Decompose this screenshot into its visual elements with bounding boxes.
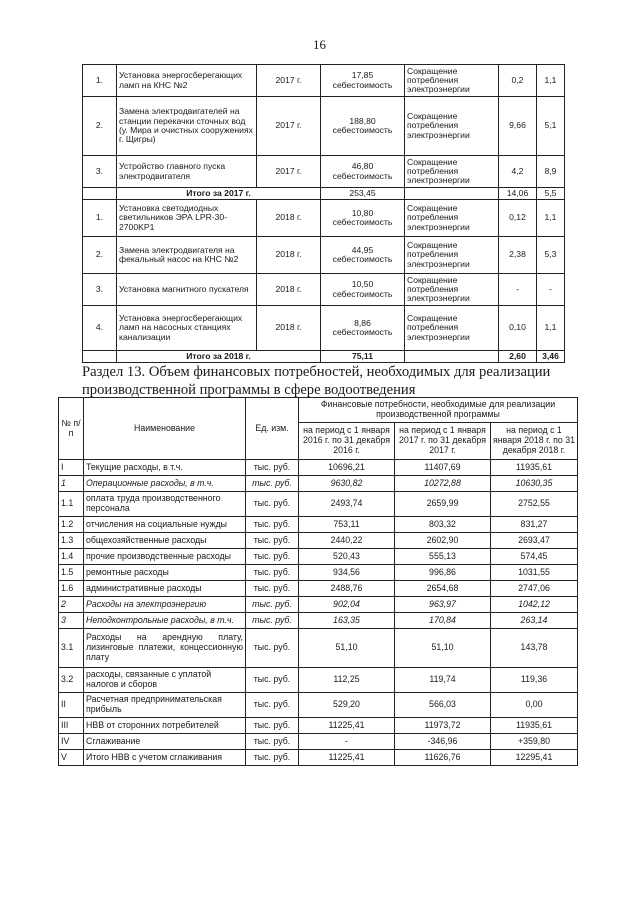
row-num: 1 <box>59 476 84 492</box>
page-number: 16 <box>313 37 326 52</box>
total-row <box>83 188 565 200</box>
row-num: 3.2 <box>59 668 84 693</box>
measure-num: 3. <box>83 274 117 306</box>
fin-row <box>59 734 578 750</box>
measure-year: 2018 г. <box>257 274 321 306</box>
measure-value-1: 4,2 <box>499 156 537 188</box>
row-unit: тыс. руб. <box>246 668 299 693</box>
measure-value-2: 5,1 <box>537 97 565 156</box>
measure-value-2: - <box>537 274 565 306</box>
value-2016: 2440,22 <box>299 533 395 549</box>
value-2017: 11626,76 <box>395 750 491 766</box>
measure-year: 2018 г. <box>257 306 321 351</box>
total-value-1: 2,60 <box>499 351 537 363</box>
row-name: административные расходы <box>84 581 246 597</box>
value-2018: 11935,61 <box>491 718 578 734</box>
cost-value: 17,85 <box>351 70 374 81</box>
measure-value-2: 8,9 <box>537 156 565 188</box>
value-2017: 2659,99 <box>395 492 491 517</box>
cost-note: себестоимость <box>332 125 393 135</box>
header-period-2018: на период с 1 января 2018 г. по 31 декабря 2018 г. <box>491 423 578 460</box>
header-name: Наименование <box>84 398 246 460</box>
measure-year: 2018 г. <box>257 200 321 237</box>
row-unit: тыс. руб. <box>246 581 299 597</box>
value-2016: 902,04 <box>299 597 395 613</box>
value-2018: 12295,41 <box>491 750 578 766</box>
value-2016: - <box>299 734 395 750</box>
cost-value: 10,80 <box>351 207 374 218</box>
fin-row <box>59 476 578 492</box>
value-2016: 520,43 <box>299 549 395 565</box>
value-2017: 51,10 <box>395 629 491 668</box>
row-name: Расчетная предпринимательская прибыль <box>84 693 246 718</box>
measures-table <box>82 64 565 363</box>
row-name: Неподконтрольные расходы, в т.ч. <box>84 613 246 629</box>
row-num: III <box>59 718 84 734</box>
measure-row <box>83 237 565 274</box>
measure-value-2: 1,1 <box>537 200 565 237</box>
row-unit: тыс. руб. <box>246 718 299 734</box>
num-cell <box>83 351 117 363</box>
fin-row <box>59 693 578 718</box>
value-2016: 51,10 <box>299 629 395 668</box>
value-2016: 934,56 <box>299 565 395 581</box>
value-2016: 112,25 <box>299 668 395 693</box>
value-2017: 996,86 <box>395 565 491 581</box>
value-2018: 1042,12 <box>491 597 578 613</box>
row-name: ремонтные расходы <box>84 565 246 581</box>
measure-year: 2017 г. <box>257 97 321 156</box>
value-2018: 2752,55 <box>491 492 578 517</box>
measure-name: Установка энергосберегающих ламп на КНС №2 <box>117 65 257 97</box>
fin-row <box>59 533 578 549</box>
row-name: Итого НВВ с учетом сглаживания <box>84 750 246 766</box>
value-2016: 11225,41 <box>299 750 395 766</box>
value-2017: 119,74 <box>395 668 491 693</box>
measure-value-1: 0,12 <box>499 200 537 237</box>
header-period-2017: на период с 1 января 2017 г. по 31 декабря 2017 г. <box>395 423 491 460</box>
measure-row <box>83 306 565 351</box>
fin-row <box>59 629 578 668</box>
measure-name: Устройство главного пуска электродвигателя <box>117 156 257 188</box>
value-2016: 10696,21 <box>299 460 395 476</box>
cost-note: себестоимость <box>332 79 393 90</box>
total-label: Итого за 2017 г. <box>117 188 321 200</box>
value-2018: 119,36 <box>491 668 578 693</box>
value-2017: 566,03 <box>395 693 491 718</box>
value-2017: 555,13 <box>395 549 491 565</box>
measure-effect: Сокращение потребления электроэнергии <box>405 97 499 156</box>
row-unit: тыс. руб. <box>246 533 299 549</box>
row-name: прочие производственные расходы <box>84 549 246 565</box>
measure-row <box>83 156 565 188</box>
measure-year: 2017 г. <box>257 65 321 97</box>
row-name: Расходы на электроэнергию <box>84 597 246 613</box>
header-period-2016: на период с 1 января 2016 г. по 31 декабря 2016 г. <box>299 423 395 460</box>
row-num: IV <box>59 734 84 750</box>
value-2018: 574,45 <box>491 549 578 565</box>
total-label: Итого за 2018 г. <box>117 351 321 363</box>
value-2018: 10630,35 <box>491 476 578 492</box>
value-2017: 11973,72 <box>395 718 491 734</box>
measure-name: Замена электродвигателя на фекальный насос на КНС №2 <box>117 237 257 274</box>
fin-row <box>59 597 578 613</box>
value-2018: 2693,47 <box>491 533 578 549</box>
value-2018: 0,00 <box>491 693 578 718</box>
measure-value-2: 1,1 <box>537 65 565 97</box>
value-2016: 2488,76 <box>299 581 395 597</box>
header-row <box>59 398 578 423</box>
fin-row <box>59 565 578 581</box>
value-2017: 2654,68 <box>395 581 491 597</box>
total-value-1: 14,06 <box>499 188 537 200</box>
value-2018: 263,14 <box>491 613 578 629</box>
row-unit: тыс. руб. <box>246 597 299 613</box>
measure-effect: Сокращение потребления электроэнергии <box>405 65 499 97</box>
measure-effect: Сокращение потребления электроэнергии <box>405 237 499 274</box>
fin-row <box>59 581 578 597</box>
measure-cost <box>321 274 405 306</box>
header-group: Финансовые потребности, необходимые для реализации производственной программы <box>299 398 578 423</box>
fin-row <box>59 668 578 693</box>
cost-value: 44,95 <box>351 244 374 255</box>
measure-num: 4. <box>83 306 117 351</box>
financial-needs-table <box>58 397 578 766</box>
value-2017: -346,96 <box>395 734 491 750</box>
header-unit: Ед. изм. <box>246 398 299 460</box>
value-2018: 831,27 <box>491 517 578 533</box>
row-num: 1.1 <box>59 492 84 517</box>
value-2017: 803,32 <box>395 517 491 533</box>
measure-name: Установка магнитного пускателя <box>117 274 257 306</box>
cost-value: 10,50 <box>351 279 374 290</box>
row-unit: тыс. руб. <box>246 734 299 750</box>
value-2018: 1031,55 <box>491 565 578 581</box>
value-2016: 163,35 <box>299 613 395 629</box>
measure-cost <box>321 237 405 274</box>
measure-cost <box>321 306 405 351</box>
fin-row <box>59 492 578 517</box>
row-unit: тыс. руб. <box>246 750 299 766</box>
measure-row <box>83 65 565 97</box>
row-num: 1.4 <box>59 549 84 565</box>
row-unit: тыс. руб. <box>246 460 299 476</box>
value-2017: 2602,90 <box>395 533 491 549</box>
row-name: Сглаживание <box>84 734 246 750</box>
total-value-2: 5,5 <box>537 188 565 200</box>
cost-note: себестоимость <box>332 288 393 299</box>
measure-cost <box>321 97 405 156</box>
row-name: Расходы на арендную плату, лизинговые платежи, концессионную плату <box>84 629 246 668</box>
value-2017: 11407,69 <box>395 460 491 476</box>
cost-value: 46,80 <box>351 161 374 172</box>
measure-name: Установка энергосберегающих ламп на насосных станциях канализации <box>117 306 257 351</box>
total-row <box>83 351 565 363</box>
row-num: 1.6 <box>59 581 84 597</box>
row-name: НВВ от сторонних потребителей <box>84 718 246 734</box>
measure-num: 2. <box>83 97 117 156</box>
row-name: расходы, связанные с уплатой налогов и сборов <box>84 668 246 693</box>
row-unit: тыс. руб. <box>246 549 299 565</box>
section-title: Раздел 13. Объем финансовых потребностей, необходимых для реализации производственной программы в сфере водоотведения <box>82 364 551 398</box>
cost-note: себестоимость <box>332 170 393 181</box>
cost-note: себестоимость <box>332 327 393 337</box>
effect-cell <box>405 351 499 363</box>
row-num: 1.5 <box>59 565 84 581</box>
row-num: II <box>59 693 84 718</box>
measure-name: Замена электродвигателей на станции перекачки сточных вод (у. Мира и очистных сооружениях г. Щигры) <box>117 97 257 156</box>
fin-row <box>59 750 578 766</box>
cost-note: себестоимость <box>332 254 393 264</box>
value-2018: 2747,06 <box>491 581 578 597</box>
value-2017: 170,84 <box>395 613 491 629</box>
row-unit: тыс. руб. <box>246 613 299 629</box>
fin-row <box>59 718 578 734</box>
measure-row <box>83 200 565 237</box>
total-cost: 253,45 <box>321 188 405 200</box>
row-unit: тыс. руб. <box>246 492 299 517</box>
header-num: № п/п <box>59 398 84 460</box>
value-2018: +359,80 <box>491 734 578 750</box>
measure-num: 1. <box>83 200 117 237</box>
value-2016: 11225,41 <box>299 718 395 734</box>
measure-value-2: 1,1 <box>537 306 565 351</box>
row-unit: тыс. руб. <box>246 629 299 668</box>
row-num: 1.3 <box>59 533 84 549</box>
measure-effect: Сокращение потребления электроэнергии <box>405 306 499 351</box>
measure-value-1: 0,10 <box>499 306 537 351</box>
row-num: 2 <box>59 597 84 613</box>
total-cost: 75,11 <box>321 351 405 363</box>
measure-value-1: 9,66 <box>499 97 537 156</box>
measure-year: 2017 г. <box>257 156 321 188</box>
measure-value-2: 5,3 <box>537 237 565 274</box>
fin-row <box>59 460 578 476</box>
value-2018: 143,78 <box>491 629 578 668</box>
fin-row <box>59 549 578 565</box>
measure-cost <box>321 200 405 237</box>
row-unit: тыс. руб. <box>246 565 299 581</box>
measure-num: 2. <box>83 237 117 274</box>
measure-value-1: 0,2 <box>499 65 537 97</box>
row-name: оплата труда производственного персонала <box>84 492 246 517</box>
measure-row <box>83 97 565 156</box>
effect-cell <box>405 188 499 200</box>
measure-num: 1. <box>83 65 117 97</box>
row-num: I <box>59 460 84 476</box>
measure-value-1: - <box>499 274 537 306</box>
value-2016: 753,11 <box>299 517 395 533</box>
value-2016: 9630,82 <box>299 476 395 492</box>
row-name: отчисления на социальные нужды <box>84 517 246 533</box>
row-num: 1.2 <box>59 517 84 533</box>
value-2016: 529,20 <box>299 693 395 718</box>
row-unit: тыс. руб. <box>246 476 299 492</box>
num-cell <box>83 188 117 200</box>
value-2017: 963,97 <box>395 597 491 613</box>
value-2017: 10272,88 <box>395 476 491 492</box>
row-unit: тыс. руб. <box>246 693 299 718</box>
value-2016: 2493,74 <box>299 492 395 517</box>
measure-year: 2018 г. <box>257 237 321 274</box>
measure-effect: Сокращение потребления электроэнергии <box>405 200 499 237</box>
fin-row <box>59 613 578 629</box>
row-num: V <box>59 750 84 766</box>
cost-value: 8,86 <box>354 317 371 328</box>
row-num: 3 <box>59 613 84 629</box>
row-name: Текущие расходы, в т.ч. <box>84 460 246 476</box>
fin-row <box>59 517 578 533</box>
cost-note: себестоимость <box>332 217 393 227</box>
measure-cost <box>321 65 405 97</box>
measure-effect: Сокращение потребления электроэнергии <box>405 156 499 188</box>
row-num: 3.1 <box>59 629 84 668</box>
measure-cost <box>321 156 405 188</box>
measure-row <box>83 274 565 306</box>
row-name: Операционные расходы, в т.ч. <box>84 476 246 492</box>
row-name: общехозяйственные расходы <box>84 533 246 549</box>
value-2018: 11935,61 <box>491 460 578 476</box>
measure-num: 3. <box>83 156 117 188</box>
row-unit: тыс. руб. <box>246 517 299 533</box>
measure-effect: Сокращение потребления электроэнергии <box>405 274 499 306</box>
measure-value-1: 2,38 <box>499 237 537 274</box>
total-value-2: 3,46 <box>537 351 565 363</box>
measure-name: Установка светодиодных светильников ЭРА LPR-30-2700KP1 <box>117 200 257 237</box>
cost-value: 188,80 <box>349 115 376 126</box>
